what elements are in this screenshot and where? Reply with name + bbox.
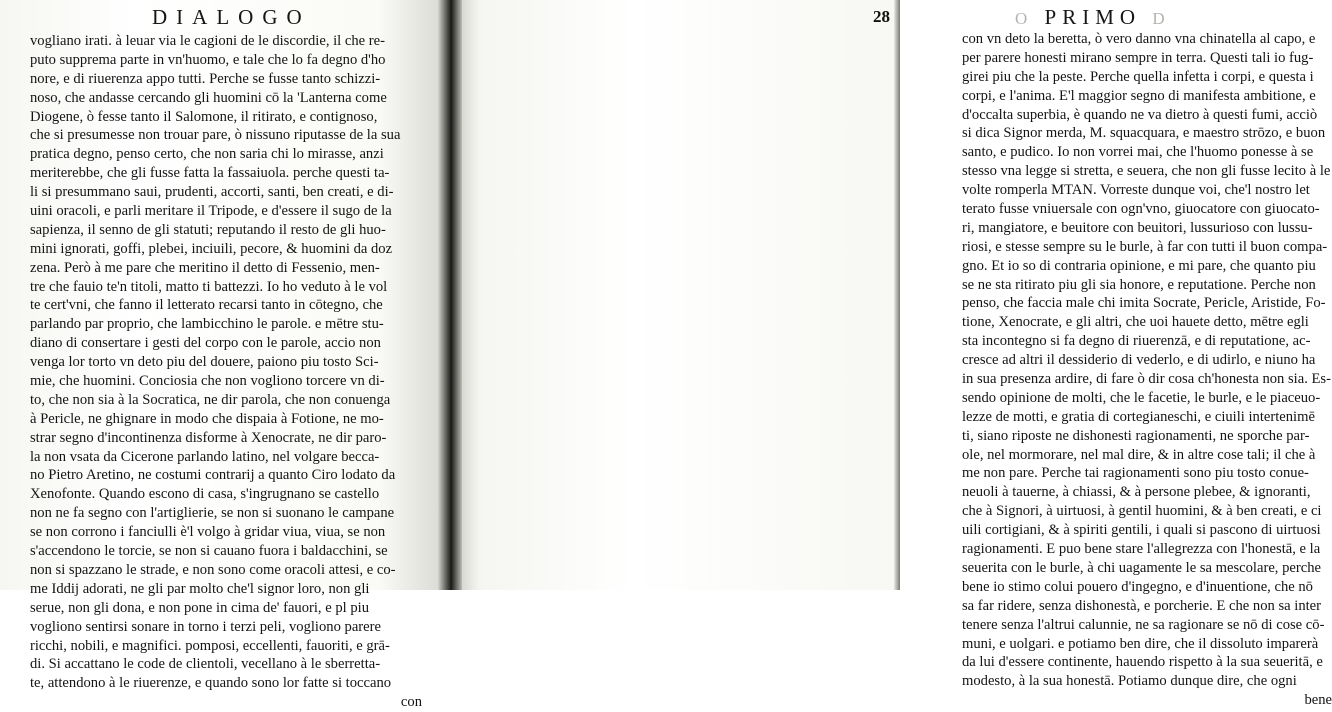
page-edge-shadow — [894, 0, 900, 590]
text-line: d'occalta superbia, è quando ne va dietro à questi fumi, acciò — [962, 106, 1318, 123]
text-line: te cert'vni, che fanno il letterato recarsi tanto in cōtegno, che — [30, 297, 383, 314]
text-line: girei piu che la peste. Perche quella infetta i corpi, e questa i — [962, 68, 1314, 85]
text-line: di. Si accattano le code de clientoli, vecellano à le sberretta- — [30, 656, 381, 673]
text-line: neuoli à tauerne, à chiassi, & à persone plebee, & ignoranti, — [962, 484, 1311, 501]
text-line: serue, non gli dona, e non pone in cima de' fauori, e pl piu — [30, 599, 370, 616]
text-line: non ne fa segno con l'artiglierie, se non si suonano le campane — [30, 505, 395, 522]
text-line: in sua presenza ardire, di fare ò dir cosa ch'honesta non sia. Es- — [962, 371, 1331, 388]
text-line: ricchi, nobili, e magnifici. pomposi, eccellenti, fauoriti, e grā- — [30, 637, 390, 654]
book-gutter — [438, 0, 462, 590]
text-line: che si presumesse non trouar pare, ò nissuno riputasse de la sua — [30, 127, 401, 144]
text-line: te, attendono à le riuerenze, e quando sono lor fatte si toccano — [30, 675, 392, 692]
text-line: ole, nel mormorare, nel mal dire, & in altre cose tali; il che à — [962, 446, 1316, 463]
text-line: da lui d'essere continente, hauendo rispetto à la sua seueritā, e — [962, 654, 1323, 671]
show-through-letter-right: D — [1152, 9, 1171, 28]
text-line: sa far ridere, senza dishonestà, e porcherie. E che non sa inter — [962, 597, 1322, 614]
text-line: volte romperla MTAN. Vorreste dunque voi, che'l nostro let — [962, 182, 1310, 199]
text-line: lezze de motti, e gratia di cortegianeschi, e ciuili intertenimē — [962, 408, 1315, 425]
text-line: parlando par proprio, che lambicchino le parole. e mētre stu- — [30, 316, 384, 333]
text-line: tre che fauio te'n titoli, matto ti battezzi. Io ho veduto à le vol — [30, 278, 388, 295]
text-line: se non corrono i fanciulli è'l volgo à gridar viua, viua, se non — [30, 524, 386, 541]
text-line: riosi, e stesse sempre su le burle, à far con tutti il buon compa- — [962, 238, 1328, 255]
text-line: sapienza, il senno de gli statuti; reputando il resto de gli huo- — [30, 221, 386, 238]
text-line: ri, mangiatore, e beuitore con beuitori, lussurioso con lussu- — [962, 219, 1313, 236]
text-line: zena. Però à me pare che meritino il detto di Fessenio, men- — [30, 259, 380, 276]
catchword: con — [400, 694, 422, 711]
text-line: venga lor torto vn deto piu del douere, paiono piu tosto Sci- — [30, 354, 379, 371]
left-page — [0, 0, 445, 711]
text-line: la non vsata da Cicerone parlando latino, nel volgare becca- — [30, 448, 380, 465]
text-line: muni, e uolgari. e potiamo ben dire, che il dissoluto imparerà — [962, 635, 1319, 652]
text-line: à Pericle, ne ghignare in modo che dispaia à Fotione, ne mo- — [30, 410, 384, 427]
text-line: corpi, e l'anima. E'l maggior segno di manifesta ambitione, e — [962, 87, 1316, 104]
text-line: meriterebbe, che gli fusse fatta la fassaiuola. perche questi ta- — [30, 165, 390, 182]
show-through-letter-left: O — [1015, 9, 1034, 28]
text-line: cresce ad altri il dessiderio di vederlo, e di udirlo, e niuno ha — [962, 352, 1316, 369]
text-line: mini ignorati, goffi, plebei, inciuili, pecore, & huomini da doz — [30, 240, 393, 257]
text-line: sta incontegno si fa degno di riuerenzā, e di reputatione, ac- — [962, 333, 1311, 350]
text-line: per parere honesti mirano sempre in terra. Questi tali io fug- — [962, 49, 1314, 66]
text-line: strar segno d'incontinenza disforme à Xenocrate, ne dir paro- — [30, 429, 387, 446]
text-line: si dica Signor merda, M. squacquara, e maestro strōzo, e buon — [962, 125, 1326, 142]
text-line: santo, e pudico. Io non vorrei mai, che l'huomo ponesse à se — [962, 144, 1314, 161]
left-running-head: DIALOGO — [152, 5, 311, 29]
text-line: tione, Xenocrate, e gli altri, che uoi hauete detto, mētre egli — [962, 314, 1309, 331]
text-line: tenere senza l'altrui calunnie, ne sa ragionare se nō di cose cō- — [962, 616, 1325, 633]
text-line: ragionamenti. E puo bene stare l'allegrezza con l'honestā, e la — [962, 541, 1321, 558]
text-line: puto suppremа parte in vn'huomo, e tale che lo fa degno d'ho — [30, 51, 386, 68]
text-line: li si presummano saui, prudenti, accorti, santi, ben creati, e di- — [30, 184, 394, 201]
text-line: no Pietro Aretino, ne costumi contrarij a quanto Ciro lodato da — [30, 467, 396, 484]
left-text-block — [30, 32, 422, 712]
text-line: uili cortigiani, & à spiriti gentili, i quali si pascono di uirtuosi — [962, 522, 1321, 539]
right-running-head — [1015, 4, 1171, 30]
catchword: bene — [1304, 692, 1332, 709]
text-line: con vn deto la beretta, ò vero danno vna chinatella al capo, e — [962, 31, 1316, 47]
text-line: me non pare. Perche tai ragionamenti sono piu tosto conue- — [962, 465, 1309, 482]
right-running-head-text: PRIMO — [1044, 5, 1142, 29]
text-line: che à Signori, à uirtuosi, à gentil huomini, & à ben creati, e ci — [962, 503, 1322, 520]
text-line: vogliano irati. à leuar via le cagioni de le discordie, il che re- — [30, 33, 385, 49]
text-line: Xenofonte. Quando escono di casa, s'ingrugnano se castello — [30, 486, 380, 503]
text-line: s'accendono le torcie, se non si cauano fuora i baldacchini, se — [30, 543, 388, 560]
text-line: bene io stimo colui pouero d'ingegno, e d'inuentione, che nō — [962, 578, 1313, 595]
text-line: vogliono sentirsi sonare in torno i terzi peli, vogliono parere — [30, 618, 381, 635]
text-line: stesso vna legge si stretta, e seuera, che non gli fusse lecito à le — [962, 163, 1331, 180]
text-line: ti, siano riposte ne dishonesti ragionamenti, ne sporche par- — [962, 427, 1310, 444]
text-line: to, che non sia à la Socratica, ne dir parola, che non conuenga — [30, 391, 391, 408]
text-line: penso, che faccia male chi imita Socrate, Pericle, Aristide, Fo- — [962, 295, 1326, 312]
right-page — [452, 0, 1332, 709]
text-line: nore, e di riuerenza appo tutti. Perche se fusse tanto schizzi- — [30, 70, 381, 87]
text-line: mie, che huomini. Conciosia che non vogliono torcere vn di- — [30, 373, 385, 390]
text-line: Diogene, ò fesse tanto il Salomone, il ritirato, e contignoso, — [30, 108, 378, 125]
text-line: pratica degno, penso certo, che non saria chi lo mirasse, anzi — [30, 146, 384, 163]
right-text-block — [962, 30, 1332, 710]
text-line: gno. Et io so di contraria opinione, e mi pare, che quanto piu — [962, 257, 1316, 274]
text-line: terato fusse vniuersale con ogn'vno, giuocatore con giuocato- — [962, 201, 1320, 218]
text-line: seuerita con le burle, à chi uagamente le sa mescolare, perche — [962, 559, 1321, 576]
page-number: 28 — [873, 7, 890, 26]
text-line: sendo opinione de molti, che le facetie, le burle, e le piaceuo- — [962, 389, 1321, 406]
text-line: modesto, à la sua honestā. Potiamo dunque dire, che ogni — [962, 673, 1297, 690]
text-line: me Iddij adorati, ne gli par molto che'l signor loro, non gli — [30, 580, 370, 597]
text-line: diano di consertare i gesti del corpo con le parole, accio non — [30, 335, 381, 352]
text-line: noso, che andasse cercando gli huomini cō la 'Lanterna come — [30, 89, 387, 106]
text-line: non si spazzano le strade, e non sono come oracoli attesi, e co- — [30, 561, 396, 578]
text-line: se ne sta ritirato piu gli sia honore, e reputatione. Perche non — [962, 276, 1316, 293]
text-line: uini oracoli, e parli meritare il Tripode, e d'essere il sugo de la — [30, 203, 392, 220]
